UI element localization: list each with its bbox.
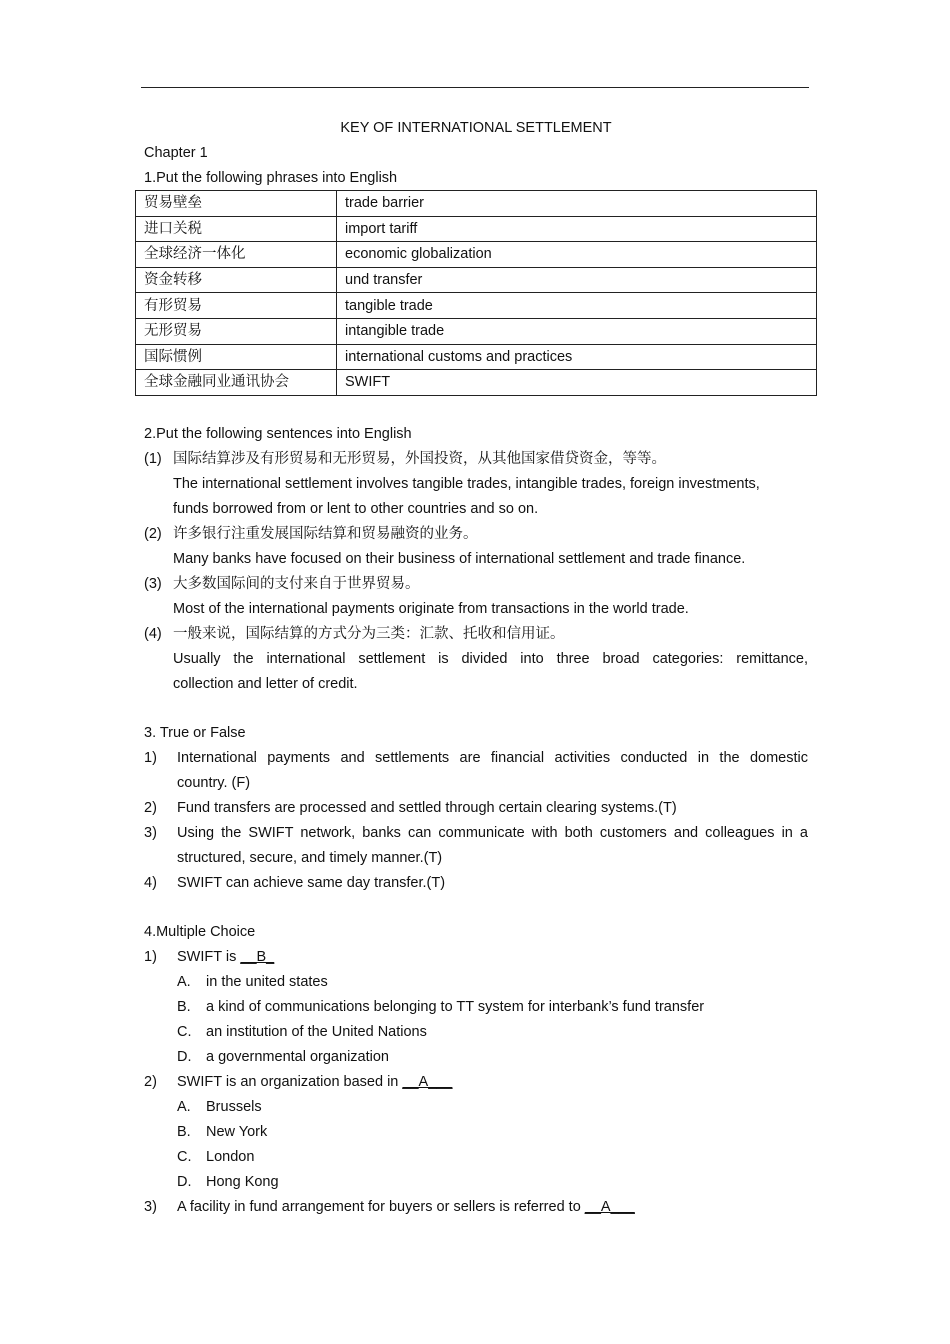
option xyxy=(144,1045,808,1070)
phrase-cn: 进口关税 xyxy=(136,216,337,242)
question xyxy=(144,1195,808,1220)
sentence-cn: 大多数国际间的支付来自于世界贸易。 xyxy=(173,576,420,592)
option-text: a kind of communications belonging to TT system for interbank’s fund transfer xyxy=(206,999,705,1015)
option-text: London xyxy=(206,1149,255,1165)
item-number: (1) xyxy=(144,451,162,467)
option-text: Hong Kong xyxy=(206,1174,279,1190)
list-item xyxy=(144,622,808,647)
list-item xyxy=(144,821,808,846)
sentence-cn: 国际结算涉及有形贸易和无形贸易，外国投资，从其他国家借贷资金，等等。 xyxy=(173,451,666,467)
option-letter: C. xyxy=(177,1024,192,1040)
option-letter: B. xyxy=(177,999,191,1015)
sentence-en: Most of the international payments originate from transactions in the world trade. xyxy=(173,601,689,617)
question-text: SWIFT is an organization based in xyxy=(177,1074,403,1090)
sentence-en: Many banks have focused on their business of international settlement and trade finance. xyxy=(173,551,746,567)
list-item xyxy=(144,447,808,472)
option xyxy=(144,1145,808,1170)
phrase-cn: 无形贸易 xyxy=(136,318,337,344)
sentence-cn: 许多银行注重发展国际结算和贸易融资的业务。 xyxy=(173,526,478,542)
table-row xyxy=(136,344,817,370)
option-letter: D. xyxy=(177,1049,192,1065)
option xyxy=(144,1170,808,1195)
list-item xyxy=(144,871,808,896)
phrase-en: economic globalization xyxy=(337,242,817,268)
table-row xyxy=(136,293,817,319)
phrase-cn: 有形贸易 xyxy=(136,293,337,319)
document-title: KEY OF INTERNATIONAL SETTLEMENT xyxy=(340,120,612,136)
option-text: New York xyxy=(206,1124,268,1140)
statement-text: structured, secure, and timely manner.(T) xyxy=(177,850,443,866)
option-letter: A. xyxy=(177,974,191,990)
header-rule xyxy=(141,87,809,88)
option-text: a governmental organization xyxy=(206,1049,389,1065)
table-row xyxy=(136,267,817,293)
option xyxy=(144,1120,808,1145)
option-text: an institution of the United Nations xyxy=(206,1024,427,1040)
item-number: (4) xyxy=(144,626,162,642)
option xyxy=(144,995,808,1020)
option xyxy=(144,1095,808,1120)
sentence-en: funds borrowed from or lent to other countries and so on. xyxy=(173,501,539,517)
question-text: SWIFT is xyxy=(177,949,241,965)
question-number: 3) xyxy=(144,1199,157,1215)
item-number: 1) xyxy=(144,750,157,766)
section3 xyxy=(144,721,808,896)
list-item xyxy=(144,522,808,547)
sentence-en: Usually the international settlement is divided into three broad categories: remittance, xyxy=(173,651,808,667)
question xyxy=(144,945,808,970)
sentence-cn: 一般来说，国际结算的方式分为三类：汇款、托收和信用证。 xyxy=(173,626,565,642)
option xyxy=(144,970,808,995)
sentence-en: collection and letter of credit. xyxy=(173,676,358,692)
answer-blank: __B_ xyxy=(240,949,275,965)
answer-blank: __A___ xyxy=(584,1199,635,1215)
option-letter: B. xyxy=(177,1124,191,1140)
list-item xyxy=(144,572,808,597)
option-letter: C. xyxy=(177,1149,192,1165)
list-item xyxy=(144,796,808,821)
option-text: Brussels xyxy=(206,1099,262,1115)
list-item xyxy=(144,746,808,771)
phrase-cn: 全球经济一体化 xyxy=(136,242,337,268)
phrase-en: und transfer xyxy=(337,267,817,293)
option-letter: D. xyxy=(177,1174,192,1190)
item-number: (3) xyxy=(144,576,162,592)
table-row xyxy=(136,370,817,396)
question xyxy=(144,1070,808,1095)
phrase-table xyxy=(135,190,817,396)
table-row xyxy=(136,191,817,217)
table-row xyxy=(136,216,817,242)
phrase-en: intangible trade xyxy=(337,318,817,344)
section2 xyxy=(144,422,808,697)
phrase-cn: 贸易壁垒 xyxy=(136,191,337,217)
section2-heading: 2.Put the following sentences into English xyxy=(144,426,412,442)
section4 xyxy=(144,920,808,1220)
section4-heading: 4.Multiple Choice xyxy=(144,924,256,940)
option-letter: A. xyxy=(177,1099,191,1115)
phrase-en: SWIFT xyxy=(337,370,817,396)
header-block xyxy=(144,116,808,191)
sentence-en: The international settlement involves tangible trades, intangible trades, foreign investments, xyxy=(173,476,760,492)
question-text: A facility in fund arrangement for buyers or sellers is referred to xyxy=(177,1199,585,1215)
item-number: 2) xyxy=(144,800,157,816)
statement-text: Using the SWIFT network, banks can communicate with both customers and colleagues in a xyxy=(177,825,808,841)
phrase-cn: 国际惯例 xyxy=(136,344,337,370)
statement-text: country. (F) xyxy=(177,775,251,791)
phrase-en: international customs and practices xyxy=(337,344,817,370)
phrase-cn: 资金转移 xyxy=(136,267,337,293)
answer-blank: __A___ xyxy=(402,1074,453,1090)
phrase-en: trade barrier xyxy=(337,191,817,217)
question-number: 1) xyxy=(144,949,157,965)
chapter-heading: Chapter 1 xyxy=(144,145,208,161)
table-row xyxy=(136,318,817,344)
option xyxy=(144,1020,808,1045)
phrase-cn: 全球金融同业通讯协会 xyxy=(136,370,337,396)
statement-text: Fund transfers are processed and settled through certain clearing systems.(T) xyxy=(177,800,677,816)
statement-text: International payments and settlements are financial activities conducted in the domestic xyxy=(177,750,808,766)
item-number: (2) xyxy=(144,526,162,542)
statement-text: SWIFT can achieve same day transfer.(T) xyxy=(177,875,446,891)
section1-heading: 1.Put the following phrases into English xyxy=(144,170,398,186)
phrase-en: import tariff xyxy=(337,216,817,242)
phrase-en: tangible trade xyxy=(337,293,817,319)
item-number: 3) xyxy=(144,825,157,841)
option-text: in the united states xyxy=(206,974,328,990)
table-row xyxy=(136,242,817,268)
question-number: 2) xyxy=(144,1074,157,1090)
item-number: 4) xyxy=(144,875,157,891)
section3-heading: 3. True or False xyxy=(144,725,246,741)
